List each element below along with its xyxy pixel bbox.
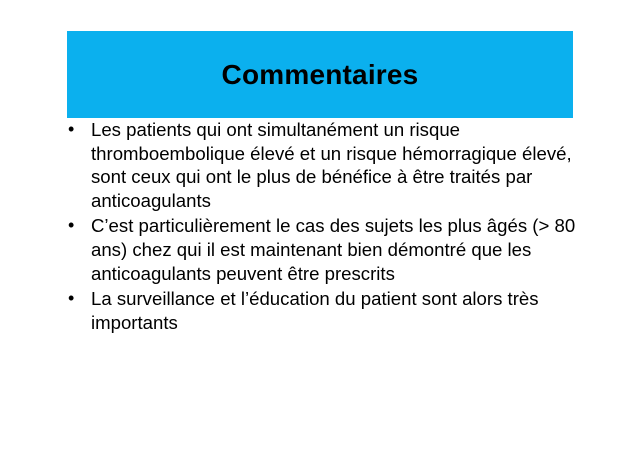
slide-title: Commentaires xyxy=(221,58,419,90)
bullet-text: La surveillance et l’éducation du patient sont alors très importants xyxy=(91,288,539,333)
bullet-item xyxy=(66,214,586,285)
bullet-item xyxy=(66,118,586,212)
bullet-item xyxy=(66,287,586,334)
title-banner xyxy=(67,31,573,118)
bullet-text: C’est particulièrement le cas des sujets les plus âgés (> 80 ans) chez qui il est maintenant bien démontré que les anticoagulants peuvent être prescrits xyxy=(91,215,576,284)
bullet-list xyxy=(66,118,586,334)
bullet-text: Les patients qui ont simultanément un risque thromboembolique élevé et un risque hémorragique élevé, sont ceux qui ont le plus de bénéfice à être traités par anticoagulants xyxy=(91,119,572,211)
bullet-icon: • xyxy=(68,288,75,309)
bullet-icon: • xyxy=(68,215,75,236)
bullet-icon: • xyxy=(68,119,75,139)
